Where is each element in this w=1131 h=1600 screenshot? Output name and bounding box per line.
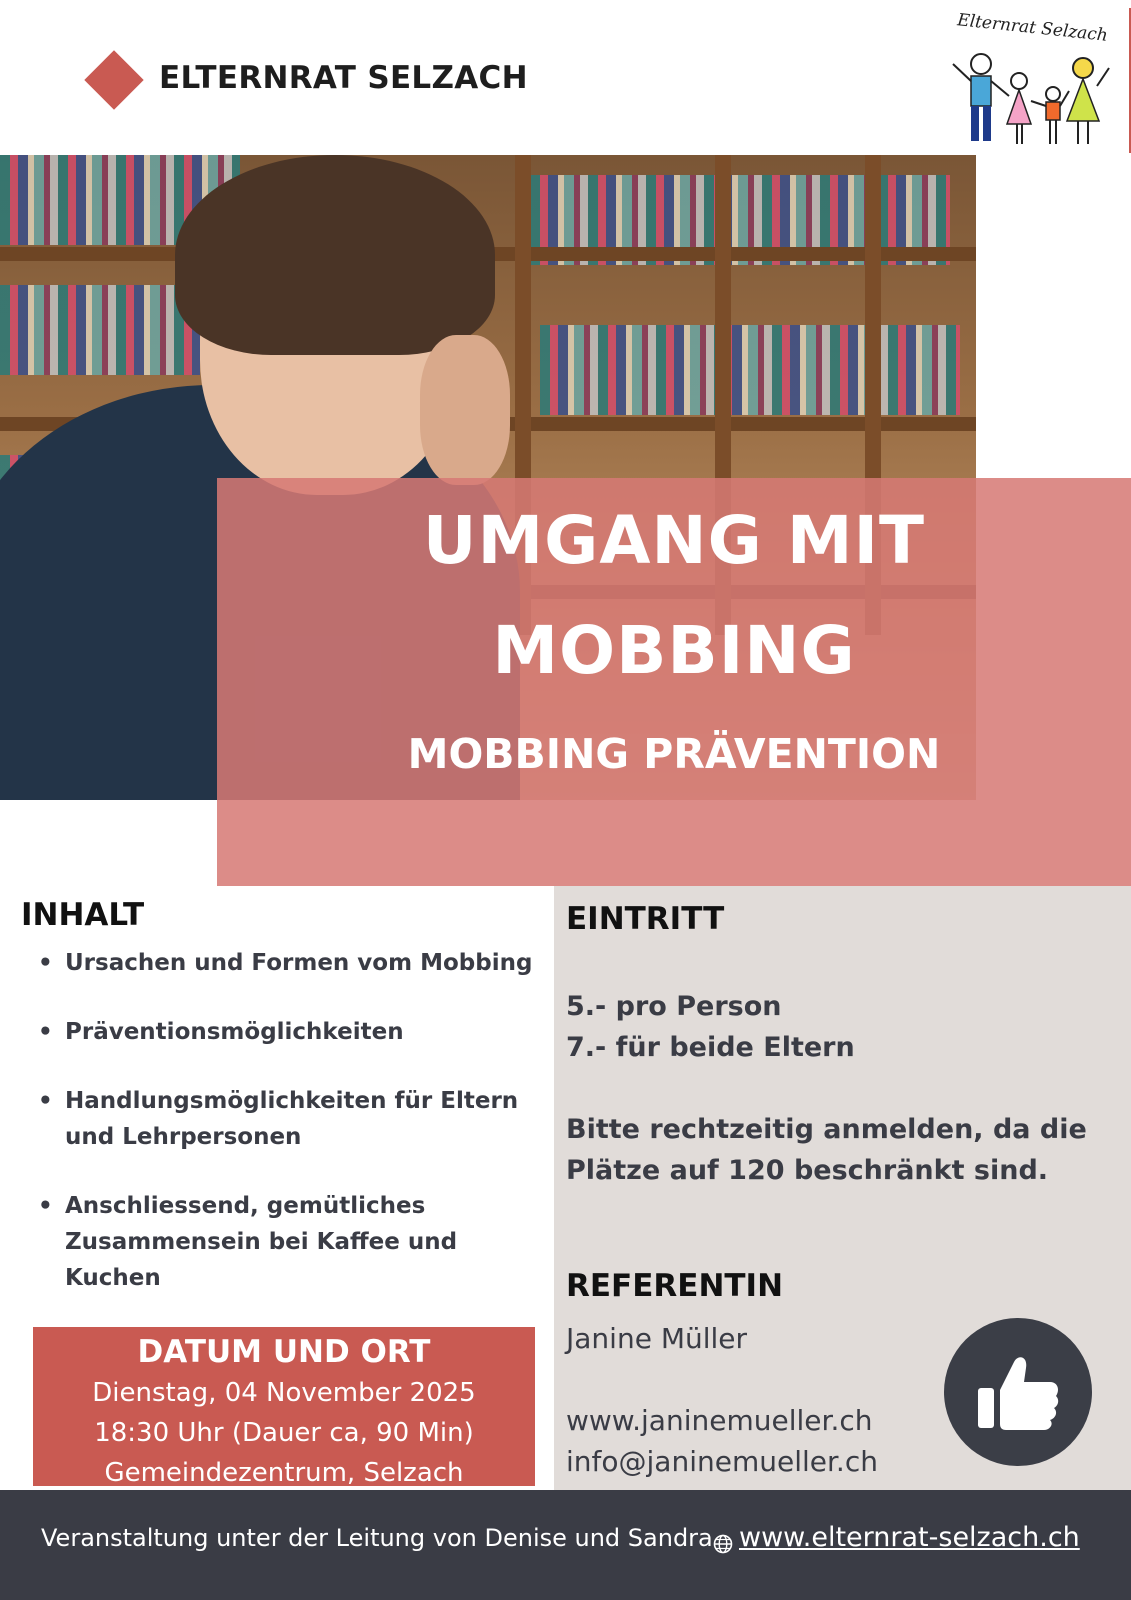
date-box <box>33 1327 535 1486</box>
title-line-2: MOBBING <box>492 612 856 689</box>
elternrat-logo <box>945 8 1131 153</box>
referentin-name: Janine Müller <box>566 1322 748 1355</box>
price-block <box>566 986 1087 1191</box>
thumbs-up-badge <box>944 1318 1092 1466</box>
referentin-email[interactable]: info@janinemueller.ch <box>566 1445 878 1478</box>
referentin-block <box>566 1318 878 1482</box>
referentin-heading: REFERENTIN <box>566 1268 784 1304</box>
event-date: Dienstag, 04 November 2025 <box>92 1378 476 1408</box>
title-line-1: UMGANG MIT <box>422 502 926 579</box>
thumbs-up-icon <box>974 1348 1062 1436</box>
list-item: • Präventionsmöglichkeiten <box>38 1014 538 1050</box>
list-item: • Handlungsmöglichkeiten für Eltern und Lehrpersonen <box>38 1083 538 1155</box>
registration-note-1: Bitte rechtzeitig anmelden, da die <box>566 1114 1087 1145</box>
website-link[interactable]: www.elternrat-selzach.ch <box>739 1522 1080 1553</box>
subtitle: MOBBING PRÄVENTION <box>407 730 941 778</box>
family-drawing-icon <box>951 46 1111 151</box>
footer-note: Veranstaltung unter der Leitung von Denise und Sandra <box>41 1524 713 1552</box>
globe-icon <box>713 1534 733 1554</box>
date-heading: DATUM UND ORT <box>137 1334 431 1370</box>
footer <box>0 1490 1131 1600</box>
main-title <box>217 486 1131 706</box>
logo-text: Elternrat Selzach <box>956 10 1109 46</box>
list-item: • Ursachen und Formen vom Mobbing <box>38 945 538 981</box>
list-item: • Anschliessend, gemütliches Zusammensein bei Kaffee und Kuchen <box>38 1188 538 1296</box>
registration-note-2: Plätze auf 120 beschränkt sind. <box>566 1155 1049 1186</box>
price-person: 5.- pro Person <box>566 991 782 1022</box>
diamond-icon <box>84 50 143 109</box>
eintritt-heading: EINTRITT <box>566 901 725 937</box>
event-place: Gemeindezentrum, Selzach <box>104 1458 464 1488</box>
inhalt-heading: INHALT <box>21 897 145 933</box>
header <box>0 0 1131 155</box>
inhalt-list <box>38 945 538 1329</box>
referentin-website[interactable]: www.janinemueller.ch <box>566 1404 873 1437</box>
event-time: 18:30 Uhr (Dauer ca, 90 Min) <box>94 1418 474 1448</box>
brand-title: ELTERNRAT SELZACH <box>159 60 528 96</box>
price-parents: 7.- für beide Eltern <box>566 1032 855 1063</box>
